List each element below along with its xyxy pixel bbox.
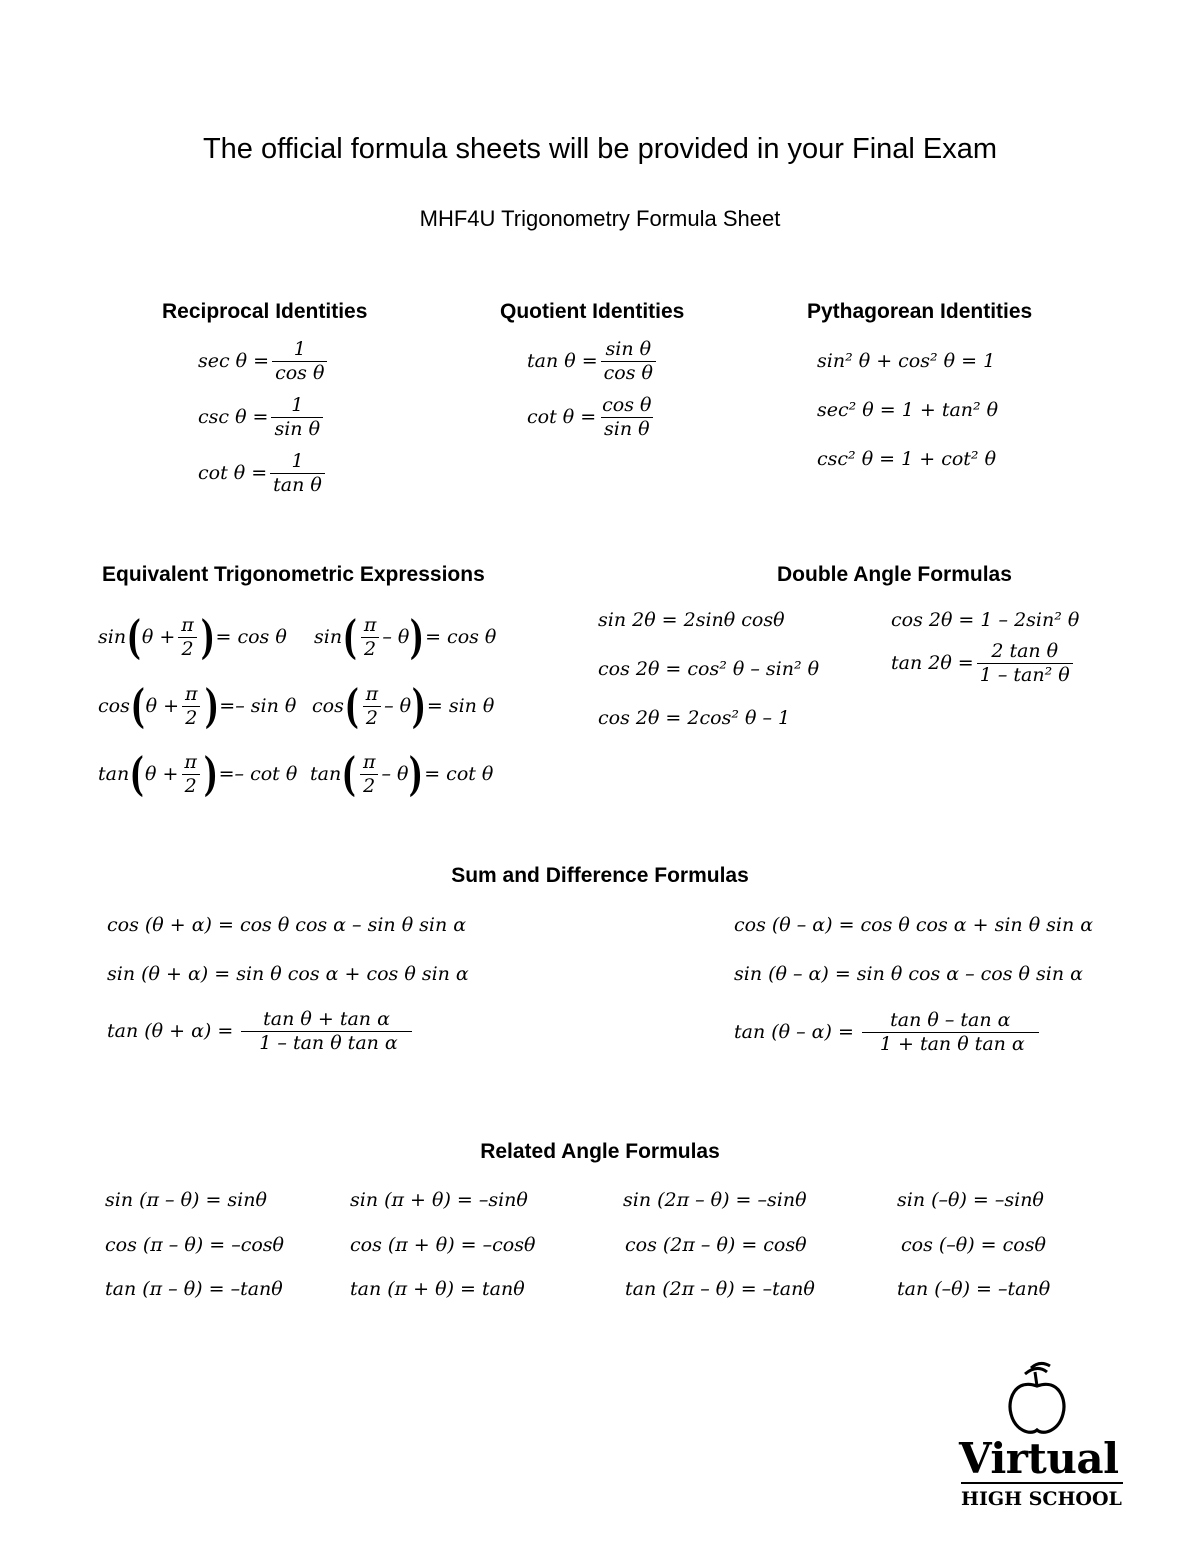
numerator: 1 (293, 338, 306, 360)
related-formula: cos (–θ) = cosθ (901, 1234, 1046, 1256)
related-formula: cos (π – θ) = –cosθ (105, 1234, 284, 1256)
page-title: The official formula sheets will be provided in your Final Exam (202, 133, 998, 165)
related-heading: Related Angle Formulas (480, 1140, 720, 1163)
denominator: 2 (182, 774, 200, 796)
inner-left: θ + (145, 695, 180, 717)
equivalent-formula-4 (312, 679, 495, 734)
numerator: 2 tan θ (991, 640, 1059, 662)
formula-lhs: tan (θ – α) = (734, 1021, 854, 1043)
double-angle-heading: Double Angle Formulas (777, 563, 1012, 586)
pi-over-2 (360, 753, 379, 796)
double-angle-formula-4: cos 2θ = 1 – 2sin² θ (891, 609, 1080, 631)
numerator: π (362, 751, 376, 773)
pythagorean-formula-2: sec² θ = 1 + tan² θ (817, 399, 999, 421)
numerator: tan θ – tan α (890, 1009, 1011, 1031)
denominator: sin θ (271, 417, 323, 439)
pythagorean-formula-1: sin² θ + cos² θ = 1 (817, 350, 996, 372)
logo-name: Virtual (959, 1434, 1119, 1483)
virtual-high-school-logo (955, 1360, 1135, 1520)
denominator: 1 – tan θ tan α (241, 1031, 411, 1053)
right-paren: ) (200, 610, 215, 665)
numerator: π (363, 614, 377, 636)
diff-formula-cos: cos (θ – α) = cos θ cos α + sin θ sin α (734, 914, 1094, 936)
equivalent-formula-5 (98, 747, 298, 802)
quotient-formula-1 (527, 340, 659, 383)
denominator: 2 (360, 774, 378, 796)
fraction (272, 340, 327, 383)
numerator: π (185, 683, 198, 705)
function-name: sin (314, 626, 343, 648)
numerator: cos θ (602, 394, 652, 416)
inner-left: θ + (144, 763, 179, 785)
reciprocal-heading: Reciprocal Identities (162, 300, 368, 323)
equivalent-formula-2 (314, 610, 497, 665)
denominator: cos θ (272, 361, 327, 383)
pi-over-2 (182, 685, 201, 728)
pi-over-2 (181, 753, 200, 796)
pi-over-2 (361, 616, 380, 659)
related-formula: tan (–θ) = –tanθ (897, 1278, 1051, 1300)
formula-rhs: = cot θ (424, 763, 494, 785)
apple-icon (955, 1360, 1135, 1440)
sum-formula-cos: cos (θ + α) = cos θ cos α – sin θ sin α (107, 914, 467, 936)
left-paren: ( (344, 679, 359, 734)
inner-right: – θ (381, 763, 409, 785)
left-paren: ( (342, 747, 357, 802)
related-formula: tan (π – θ) = –tanθ (105, 1278, 283, 1300)
fraction (271, 396, 323, 439)
right-paren: ) (204, 679, 219, 734)
function-name: tan (310, 763, 342, 785)
reciprocal-formula-1 (198, 340, 330, 383)
sum-formula-tan (107, 1010, 415, 1053)
denominator: sin θ (601, 417, 653, 439)
fraction (977, 642, 1073, 685)
denominator: 1 + tan θ tan α (862, 1032, 1039, 1054)
equivalent-heading: Equivalent Trigonometric Expressions (102, 563, 485, 586)
numerator: sin θ (605, 338, 652, 360)
fraction (862, 1011, 1039, 1054)
double-angle-formula-3: cos 2θ = 2cos² θ – 1 (598, 707, 791, 729)
numerator: π (181, 614, 194, 636)
quotient-heading: Quotient Identities (500, 300, 685, 323)
left-paren: ( (130, 747, 145, 802)
left-paren: ( (126, 610, 142, 665)
quotient-formula-2 (527, 396, 657, 439)
related-formula: cos (2π – θ) = cosθ (625, 1234, 807, 1256)
double-angle-formula-1: sin 2θ = 2sinθ cosθ (598, 609, 785, 631)
inner-right: – θ (384, 695, 412, 717)
formula-rhs: = sin θ (426, 695, 495, 717)
function-name: cos (312, 695, 344, 717)
denominator: 2 (361, 637, 379, 659)
right-paren: ) (411, 679, 427, 734)
function-name: cos (98, 695, 130, 717)
denominator: 2 (182, 706, 200, 728)
reciprocal-formula-3 (198, 452, 328, 495)
double-angle-formula-5 (891, 642, 1076, 685)
function-name: tan (98, 763, 130, 785)
right-paren: ) (203, 747, 218, 802)
formula-rhs: = cos θ (425, 626, 497, 648)
formula-lhs: cot θ = (198, 462, 268, 484)
denominator: 2 (363, 706, 381, 728)
denominator: 1 – tan² θ (977, 663, 1073, 685)
inner-left: θ + (141, 626, 176, 648)
denominator: tan θ (270, 473, 325, 495)
related-formula: sin (π – θ) = sinθ (105, 1189, 267, 1211)
double-angle-formula-2: cos 2θ = cos² θ – sin² θ (598, 658, 820, 680)
pythagorean-formula-3: csc² θ = 1 + cot² θ (817, 448, 997, 470)
pi-over-2 (178, 616, 197, 659)
denominator: cos θ (601, 361, 656, 383)
left-paren: ( (342, 610, 358, 665)
function-name: sin (98, 626, 127, 648)
formula-lhs: tan (θ + α) = (107, 1020, 234, 1042)
fraction (270, 452, 325, 495)
formula-lhs: tan θ = (527, 350, 598, 372)
fraction (601, 340, 656, 383)
diff-formula-sin: sin (θ – α) = sin θ cos α – cos θ sin α (734, 963, 1083, 985)
related-formula: sin (2π – θ) = –sinθ (623, 1189, 807, 1211)
pythagorean-heading: Pythagorean Identities (807, 300, 1033, 323)
formula-lhs: sec θ = (198, 350, 270, 372)
fraction (599, 396, 654, 439)
formula-lhs: cot θ = (527, 406, 597, 428)
formula-lhs: tan 2θ = (891, 652, 974, 674)
equivalent-formula-1 (98, 610, 287, 665)
formula-rhs: =– sin θ (219, 695, 297, 717)
sum-formula-sin: sin (θ + α) = sin θ cos α + cos θ sin α (107, 963, 469, 985)
page-subtitle: MHF4U Trigonometry Formula Sheet (419, 206, 781, 231)
equivalent-formula-3 (98, 679, 297, 734)
related-formula: tan (π + θ) = tanθ (350, 1278, 525, 1300)
pi-over-2 (363, 685, 382, 728)
equivalent-formula-6 (310, 747, 494, 802)
related-formula: sin (–θ) = –sinθ (897, 1189, 1044, 1211)
numerator: π (184, 751, 197, 773)
inner-right: – θ (382, 626, 410, 648)
right-paren: ) (409, 747, 424, 802)
left-paren: ( (130, 679, 145, 734)
numerator: 1 (291, 394, 304, 416)
formula-rhs: =– cot θ (218, 763, 298, 785)
reciprocal-formula-2 (198, 396, 326, 439)
logo-subtitle: HIGH SCHOOL (961, 1488, 1122, 1510)
numerator: π (365, 683, 379, 705)
diff-formula-tan (734, 1011, 1042, 1054)
numerator: 1 (291, 450, 304, 472)
fraction (241, 1010, 411, 1053)
related-formula: sin (π + θ) = –sinθ (350, 1189, 528, 1211)
related-formula: cos (π + θ) = –cosθ (350, 1234, 536, 1256)
related-formula: tan (2π – θ) = –tanθ (625, 1278, 815, 1300)
formula-rhs: = cos θ (215, 626, 287, 648)
logo-divider (961, 1482, 1123, 1484)
denominator: 2 (178, 637, 196, 659)
sum-diff-heading: Sum and Difference Formulas (451, 864, 749, 887)
right-paren: ) (410, 610, 425, 665)
numerator: tan θ + tan α (263, 1008, 390, 1030)
formula-lhs: csc θ = (198, 406, 269, 428)
